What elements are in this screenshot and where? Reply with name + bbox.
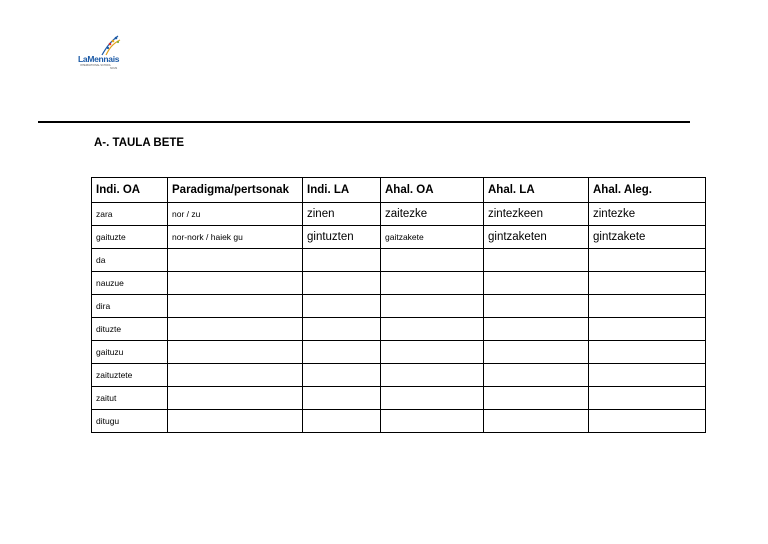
table-cell xyxy=(381,364,484,387)
table-cell xyxy=(484,318,589,341)
table-cell: zintezkeen xyxy=(484,203,589,226)
table-cell: zintezke xyxy=(589,203,706,226)
table-row xyxy=(92,295,706,318)
table-cell xyxy=(168,364,303,387)
table-cell xyxy=(484,387,589,410)
table-cell xyxy=(484,295,589,318)
table-cell xyxy=(589,364,706,387)
logo-tagline-sub: NOUS xyxy=(110,67,118,70)
table-row xyxy=(92,341,706,364)
table-cell: dira xyxy=(92,295,168,318)
table-cell xyxy=(589,295,706,318)
table-cell: gintuzten xyxy=(303,226,381,249)
table-row xyxy=(92,318,706,341)
table-cell xyxy=(484,249,589,272)
table-cell xyxy=(589,249,706,272)
column-header: Indi. OA xyxy=(92,178,168,203)
table-cell: gintzakete xyxy=(589,226,706,249)
table-cell xyxy=(589,410,706,433)
table-header-row xyxy=(92,178,706,203)
table-row xyxy=(92,364,706,387)
table-row xyxy=(92,226,706,249)
column-header: Ahal. Aleg. xyxy=(589,178,706,203)
table-cell xyxy=(484,364,589,387)
table-cell xyxy=(168,341,303,364)
table-cell xyxy=(168,249,303,272)
table-cell xyxy=(168,387,303,410)
table-cell xyxy=(303,364,381,387)
table-cell xyxy=(484,341,589,364)
table-cell: gaitzakete xyxy=(381,226,484,249)
table-cell xyxy=(381,410,484,433)
table-cell xyxy=(168,318,303,341)
table-row xyxy=(92,203,706,226)
table-cell xyxy=(168,295,303,318)
logo-tagline: INTERNATIONAL SCHOOL xyxy=(80,64,111,67)
table-body xyxy=(92,203,706,433)
verb-table xyxy=(91,177,706,433)
table-cell xyxy=(303,341,381,364)
table-cell: da xyxy=(92,249,168,272)
table-cell: gaituzte xyxy=(92,226,168,249)
table-cell: zaitut xyxy=(92,387,168,410)
logo-wordmark: LaMennais xyxy=(78,54,120,64)
table-cell xyxy=(381,387,484,410)
wheat-logo-icon xyxy=(98,34,122,56)
column-header: Indi. LA xyxy=(303,178,381,203)
table-row xyxy=(92,272,706,295)
table-cell: zaituztete xyxy=(92,364,168,387)
table-cell xyxy=(484,272,589,295)
table-cell xyxy=(303,318,381,341)
table-cell xyxy=(381,249,484,272)
table-cell xyxy=(303,249,381,272)
table-cell xyxy=(303,410,381,433)
table-cell: gintzaketen xyxy=(484,226,589,249)
table-cell: zinen xyxy=(303,203,381,226)
table-row xyxy=(92,249,706,272)
table-cell: nor / zu xyxy=(168,203,303,226)
table-cell xyxy=(484,410,589,433)
table-cell xyxy=(589,272,706,295)
table-cell xyxy=(381,272,484,295)
table-cell xyxy=(589,318,706,341)
table-cell xyxy=(303,272,381,295)
table-cell xyxy=(589,387,706,410)
table-cell: nauzue xyxy=(92,272,168,295)
table-cell: nor-nork / haiek gu xyxy=(168,226,303,249)
table-cell xyxy=(168,410,303,433)
table-cell: zara xyxy=(92,203,168,226)
table-cell xyxy=(381,341,484,364)
section-title: A-. TAULA BETE xyxy=(94,137,185,149)
column-header: Ahal. LA xyxy=(484,178,589,203)
school-logo xyxy=(78,34,126,74)
table-cell xyxy=(381,318,484,341)
table-row xyxy=(92,410,706,433)
header-divider xyxy=(38,121,690,123)
table-row xyxy=(92,387,706,410)
table-cell xyxy=(303,295,381,318)
table-cell xyxy=(168,272,303,295)
table-cell: ditugu xyxy=(92,410,168,433)
table-cell: zaitezke xyxy=(381,203,484,226)
table-cell: dituzte xyxy=(92,318,168,341)
column-header: Paradigma/pertsonak xyxy=(168,178,303,203)
table-cell xyxy=(589,341,706,364)
column-header: Ahal. OA xyxy=(381,178,484,203)
table-cell xyxy=(381,295,484,318)
table-cell: gaituzu xyxy=(92,341,168,364)
table-cell xyxy=(303,387,381,410)
